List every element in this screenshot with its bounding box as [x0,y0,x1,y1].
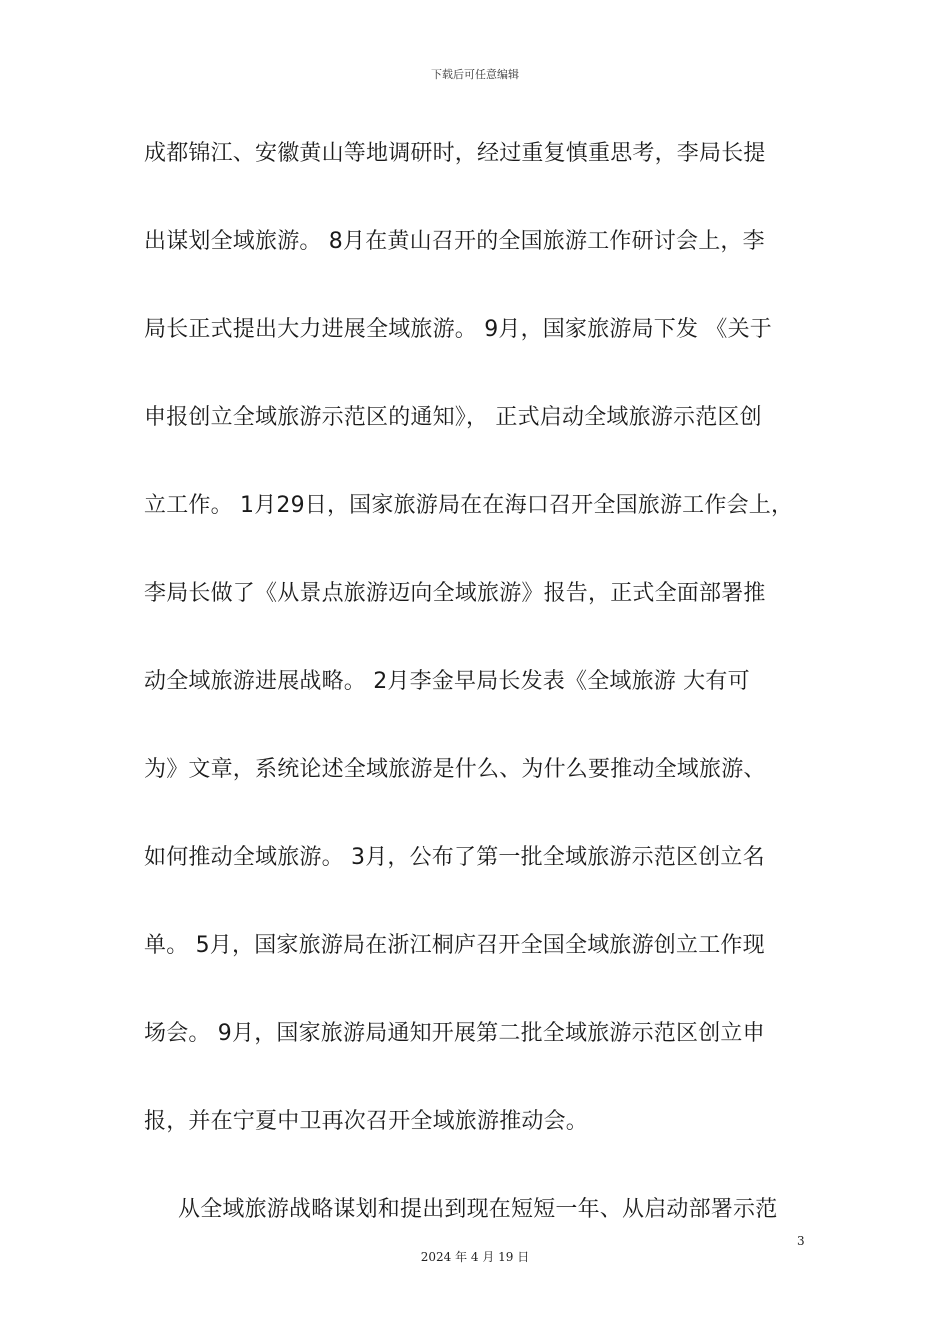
paragraph-line: 李局长做了《从景点旅游迈向全域旅游》报告，正式全面部署推 [144,581,766,606]
paragraph-line: 出谋划全域旅游。 8月在黄山召开的全国旅游工作研讨会上，李 [144,229,765,254]
paragraph-line: 局长正式提出大力进展全域旅游。 9月，国家旅游局下发 《关于 [144,317,772,342]
document-body [144,132,824,1276]
paragraph-line: 场会。 9月，国家旅游局通知开展第二批全域旅游示范区创立申 [144,1021,765,1046]
paragraph-line: 如何推动全域旅游。 3月，公布了第一批全域旅游示范区创立名 [144,845,765,870]
paragraph-line: 为》文章，系统论述全域旅游是什么、为什么要推动全域旅游、 [144,757,766,782]
header-note: 下载后可任意编辑 [431,68,519,81]
paragraph-line: 单。 5月，国家旅游局在浙江桐庐召开全国全域旅游创立工作现 [144,933,765,958]
footer-date: 2024 年 4 月 19 日 [420,1250,530,1264]
paragraph-line: 立工作。 1月29日，国家旅游局在在海口召开全国旅游工作会上， [144,493,794,518]
paragraph-line: 申报创立全域旅游示范区的通知》， 正式启动全域旅游示范区创 [144,405,762,430]
paragraph-line: 报，并在宁夏中卫再次召开全域旅游推动会。 [144,1109,589,1134]
page-number: 3 [797,1234,805,1248]
paragraph-line: 动全域旅游进展战略。 2月李金早局长发表《全域旅游 大有可 [144,669,750,694]
paragraph-line-indented: 从全域旅游战略谋划和提出到现在短短一年、从启动部署示范 [178,1197,778,1222]
paragraph-line: 成都锦江、安徽黄山等地调研时，经过重复慎重思考，李局长提 [144,141,766,166]
